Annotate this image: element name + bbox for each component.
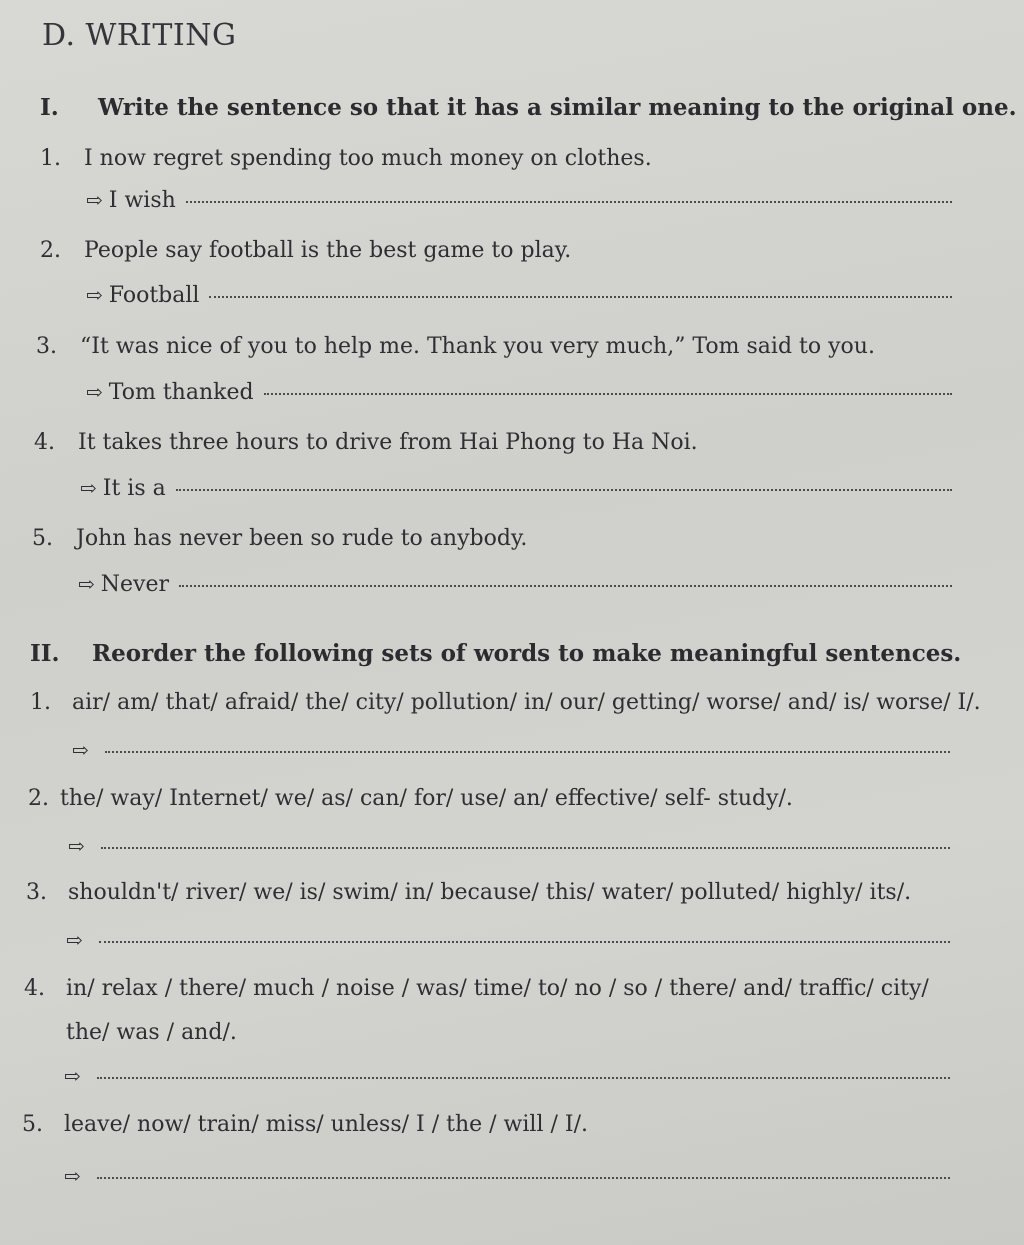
dotted-answer-line[interactable] xyxy=(186,201,952,203)
answer-prompt: Football xyxy=(108,283,200,308)
dotted-answer-line[interactable] xyxy=(97,1077,950,1079)
part2-number: II. xyxy=(30,640,60,667)
answer-prompt: Tom thanked xyxy=(108,380,254,405)
arrow-icon: ⇨ xyxy=(80,476,97,500)
answer-prompt: It is a xyxy=(102,476,166,501)
part1-question-3: 3. “It was nice of you to help me. Thank you very much,” Tom said to you. xyxy=(36,334,875,359)
part2-instruction: Reorder the following sets of words to make meaningful sentences. xyxy=(92,640,962,667)
section-title: D. WRITING xyxy=(42,18,237,53)
part2-question-5: 5. leave/ now/ train/ miss/ unless/ I / the / will / I/. xyxy=(22,1112,588,1137)
part1-answer-line-4[interactable] xyxy=(80,476,952,501)
part1-answer-line-1[interactable] xyxy=(86,188,952,213)
dotted-answer-line[interactable] xyxy=(209,296,952,298)
dotted-answer-line[interactable] xyxy=(176,489,952,491)
dotted-answer-line[interactable] xyxy=(101,847,950,849)
part1-answer-line-2[interactable] xyxy=(86,283,952,308)
part1-answer-line-5[interactable] xyxy=(78,572,952,597)
part2-answer-line-5[interactable] xyxy=(64,1164,950,1188)
arrow-icon: ⇨ xyxy=(86,188,103,212)
dotted-answer-line[interactable] xyxy=(264,393,952,395)
part1-question-5: 5. John has never been so rude to anybody. xyxy=(32,526,528,551)
part1-question-2: 2. People say football is the best game to play. xyxy=(40,238,572,263)
part1-instruction: Write the sentence so that it has a similar meaning to the original one. xyxy=(98,94,1017,121)
part1-question-4: 4. It takes three hours to drive from Hai Phong to Ha Noi. xyxy=(34,430,698,455)
part2-answer-line-4[interactable] xyxy=(64,1064,950,1088)
arrow-icon: ⇨ xyxy=(86,380,103,404)
arrow-icon: ⇨ xyxy=(64,1064,81,1088)
part2-heading xyxy=(30,640,961,667)
part2-question-1: 1. air/ am/ that/ afraid/ the/ city/ pollution/ in/ our/ getting/ worse/ and/ is/ worse/ I/. xyxy=(30,690,981,715)
part2-question-4: 4. in/ relax / there/ much / noise / was/ time/ to/ no / so / there/ and/ traffic/ city/ xyxy=(24,976,929,1001)
arrow-icon: ⇨ xyxy=(66,928,83,952)
arrow-icon: ⇨ xyxy=(64,1164,81,1188)
part2-answer-line-3[interactable] xyxy=(66,928,950,952)
part2-answer-line-1[interactable] xyxy=(72,738,950,762)
part2-question-3: 3. shouldn't/ river/ we/ is/ swim/ in/ because/ this/ water/ polluted/ highly/ its/. xyxy=(26,880,912,905)
arrow-icon: ⇨ xyxy=(86,283,103,307)
dotted-answer-line[interactable] xyxy=(105,751,950,753)
arrow-icon: ⇨ xyxy=(72,738,89,762)
answer-prompt: I wish xyxy=(108,188,176,213)
answer-prompt: Never xyxy=(100,572,169,597)
arrow-icon: ⇨ xyxy=(78,572,95,596)
dotted-answer-line[interactable] xyxy=(179,585,952,587)
dotted-answer-line[interactable] xyxy=(99,941,950,943)
arrow-icon: ⇨ xyxy=(68,834,85,858)
part1-answer-line-3[interactable] xyxy=(86,380,952,405)
dotted-answer-line[interactable] xyxy=(97,1177,950,1179)
part1-number: I. xyxy=(40,94,59,121)
part2-question-2: 2. the/ way/ Internet/ we/ as/ can/ for/ use/ an/ effective/ self- study/. xyxy=(28,786,793,811)
part2-answer-line-2[interactable] xyxy=(68,834,950,858)
part1-heading xyxy=(40,94,1017,121)
part1-question-1: 1. I now regret spending too much money on clothes. xyxy=(40,146,652,171)
part2-question-4-continued: the/ was / and/. xyxy=(66,1020,237,1045)
